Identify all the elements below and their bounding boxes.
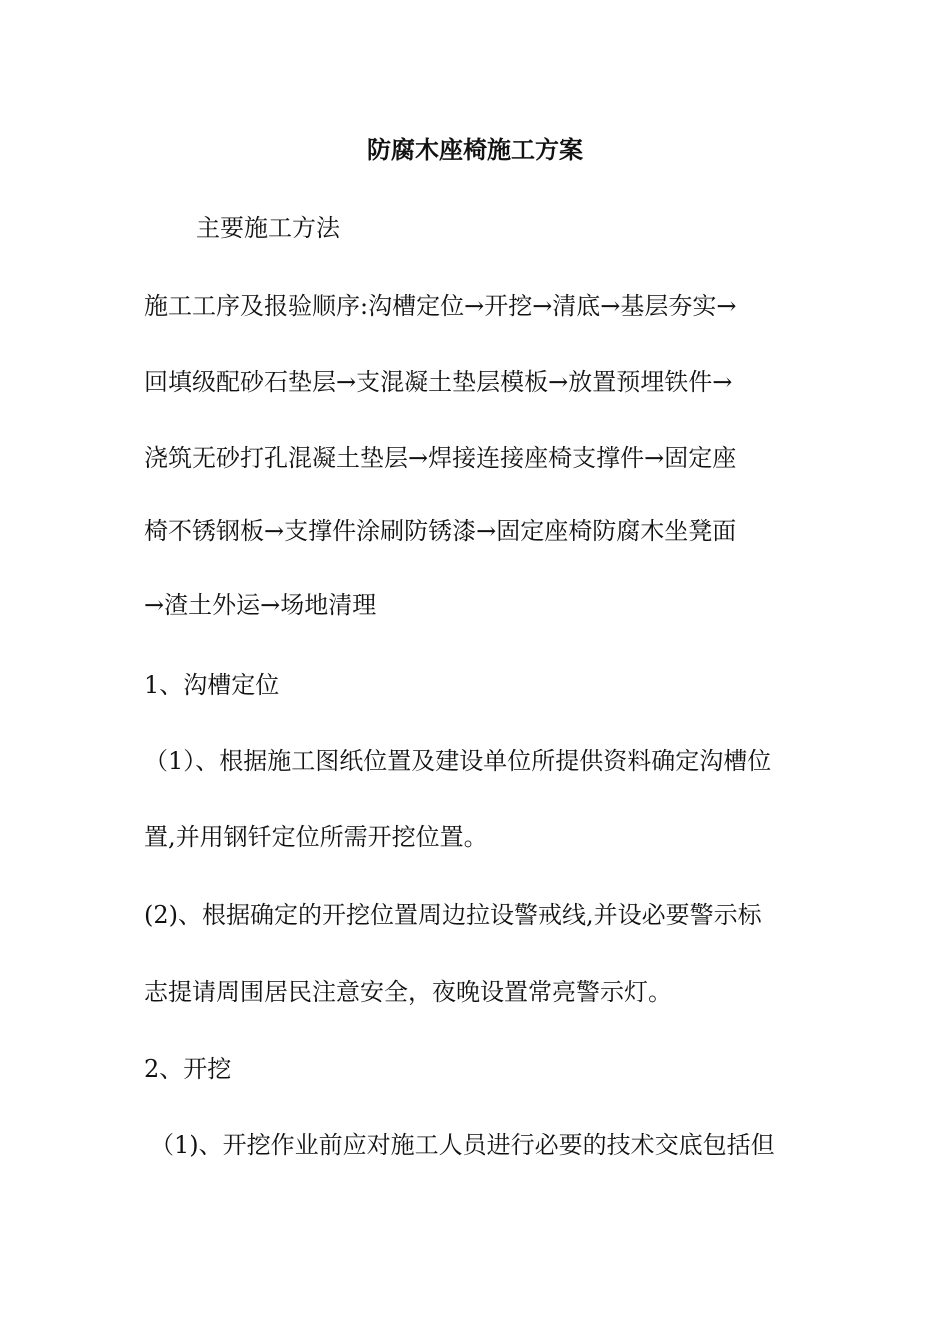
paragraph-line: 椅不锈钢板→支撑件涂刷防锈漆→固定座椅防腐木坐凳面 [144,517,737,545]
paragraph-line: →渣土外运→场地清理 [144,591,377,619]
paragraph-line: （1)、开挖作业前应对施工人员进行必要的技术交底包括但 [150,1131,775,1159]
paragraph-line: 回填级配砂石垫层→支混凝土垫层模板→放置预埋铁件→ [144,368,733,396]
paragraph-line: 置,并用钢钎定位所需开挖位置。 [144,823,488,851]
section-heading-excavation: 2、开挖 [144,1055,232,1083]
paragraph-line: 施工工序及报验顺序:沟槽定位→开挖→清底→基层夯实→ [144,292,737,320]
document-title: 防腐木座椅施工方案 [367,135,583,164]
paragraph-line: 志提请周围居民注意安全，夜晚设置常亮警示灯。 [144,978,672,1006]
paragraph-line: （1）、根据施工图纸位置及建设单位所提供资料确定沟槽位 [144,747,772,775]
paragraph-line: (2)、根据确定的开挖位置周边拉设警戒线,并设必要警示标 [144,901,762,929]
paragraph-line: 浇筑无砂打孔混凝土垫层→焊接连接座椅支撑件→固定座 [144,444,737,472]
section-heading-main-methods: 主要施工方法 [196,214,340,242]
section-heading-trench-positioning: 1、沟槽定位 [144,671,280,699]
